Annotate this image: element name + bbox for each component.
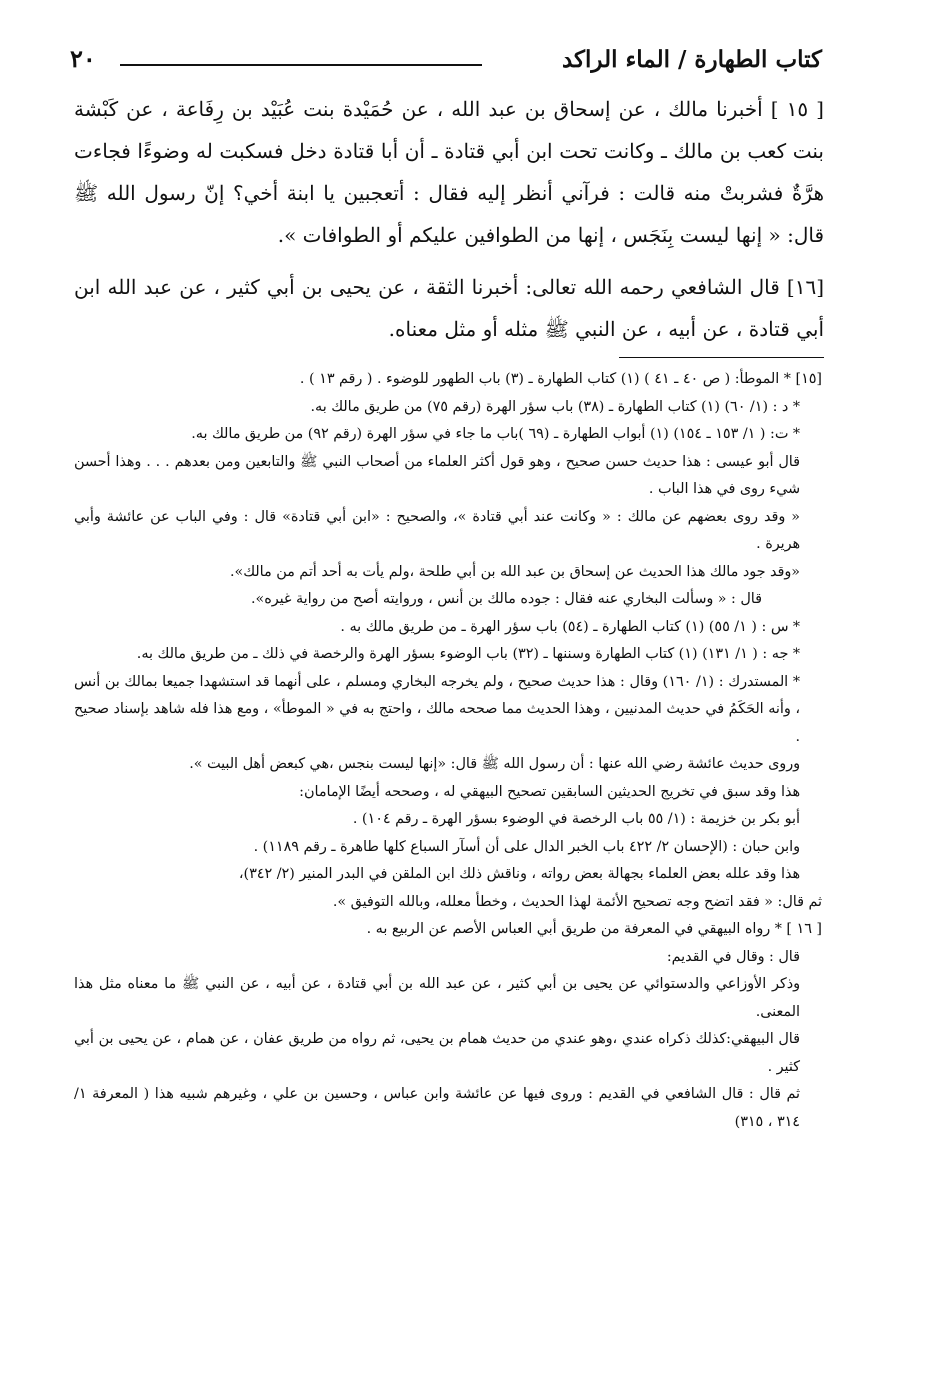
footnote-line: * جه : ( ١/ ١٣١) (١) كتاب الطهارة وسننها ـ (٣٢) باب الوضوء بسؤر الهرة والرخصة في ذلك ـ من طريق مالك به.	[136, 646, 800, 662]
footnote-line: وذكر الأوزاعي والدستوائي عن يحيى بن أبي كثير ، عن عبد الله بن أبي قتادة ، عن أبيه ، عن النبي ﷺ ما معناه مثل هذا المعنى.	[74, 976, 800, 1020]
footnote-line: أبو بكر بن خزيمة : (١/ ٥٥ باب الرخصة في الوضوء بسؤر الهرة ـ رقم ١٠٤) .	[352, 811, 800, 827]
footnote-line: [١٥] * الموطأ: ( ص ٤٠ ـ ٤١ ) (١) كتاب الطهارة ـ (٣) باب الطهور للوضوء . ( رقم ١٣ ) .	[299, 371, 822, 387]
footnote-line: * المستدرك : (١/ ١٦٠) وقال : هذا حديث صحيح ، ولم يخرجه البخاري ومسلم ، على أنهما قد استشهدا جميعا بمالك بن أنس ، وأنه الحَكَمُ في حديث المدنيين ، وهذا الحديث مما صححه مالك ، واحتج به في « الموطأ» ، ومع هذا فله شاهد بإسناد صحيح .	[74, 673, 800, 745]
footnote-line: قال أبو عيسى : هذا حديث حسن صحيح ، وهو قول أكثر العلماء من أصحاب النبي ﷺ والتابعين ومن بعدهم . . . وهذا أحسن شيء روى في هذا الباب .	[74, 453, 800, 497]
footnote-line: ثم قال: « فقد اتضح وجه تصحيح الأئمة لهذا الحديث ، وخطأ معلله، وبالله التوفيق ».	[332, 893, 822, 910]
footnote-line: [ ١٦ ] * رواه البيهقي في المعرفة من طريق أبي العباس الأصم عن الربيع به .	[366, 921, 822, 937]
footnote-line: هذا وقد علله بعض العلماء بجهالة بعض رواته ، وناقش ذلك ابن الملقن في البدر المنير (٢/ ٣٤٢)،	[238, 866, 800, 882]
running-title: كتاب الطهارة / الماء الراكد	[561, 46, 822, 73]
page-header	[70, 40, 822, 80]
footnote-line: قال البيهقي:كذلك ذكراه عندي ،وهو عندي من حديث همام بن يحيى، ثم رواه من طريق عفان ، عن همام ، عن يحيى بن أبي كثير .	[74, 1031, 800, 1075]
main-text	[74, 88, 824, 360]
footnote-line: هذا وقد سبق في تخريج الحديثين السابقين تصحيح البيهقي له ، وصححه أيضًا الإمامان:	[299, 783, 800, 800]
footnote-line: وابن حبان : (الإحسان ٢/ ٤٢٢ باب الخبر الدال على أن أسآر السباع كلها طاهرة ـ رقم ١١٨٩) .	[253, 838, 800, 855]
footnotes	[74, 366, 822, 1136]
footnote-line: «وقد جود مالك هذا الحديث عن إسحاق بن عبد الله بن أبي طلحة ،ولم يأت به أحد أتم من مالك».	[229, 563, 800, 580]
footnote-line: « وقد روى بعضهم عن مالك : « وكانت عند أبي قتادة »، والصحيح : «ابن أبي قتادة» قال : وفي الباب عن عائشة وأبي هريرة .	[74, 508, 800, 552]
footnote-line: قال : وقال في القديم:	[666, 948, 800, 965]
footnote-line: وروى حديث عائشة رضي الله عنها : أن رسول الله ﷺ قال: «إنها ليست بنجس ،هي كبعض أهل البيت ».	[189, 756, 800, 772]
hadith-15: [ ١٥ ] أخبرنا مالك ، عن إسحاق بن عبد الله ، عن حُمَيْدة بنت عُبَيْد بن رِفَاعة ، عن كَبْشة بنت كعب بن مالك ـ وكانت تحت ابن أبي قتادة ـ أن أبا قتادة دخل فسكبت له وضوءًا فجاءت هرَّةٌ فشربتْ منه قالت : فرآني أنظر إليه فقال : أتعجبين يا ابنة أخي؟ إنّ رسول الله ﷺ قال: « إنها ليست بِنَجَس ، إنها من الطوافين عليكم أو الطوافات ».	[74, 97, 824, 247]
header-rule	[120, 64, 482, 66]
page-number: ٢٠	[70, 44, 96, 73]
footnote-line: * ت: ( ١/ ١٥٣ ـ ١٥٤) (١) أبواب الطهارة ـ (٦٩ )باب ما جاء في سؤر الهرة (رقم ٩٢) من طريق مالك به.	[191, 426, 800, 442]
footnote-line: قال : « وسألت البخاري عنه فقال : جوده مالك بن أنس ، وروايته أصح من رواية غيره».	[250, 591, 762, 607]
hadith-16: [١٦] قال الشافعي رحمه الله تعالى: أخبرنا الثقة ، عن يحيى بن أبي كثير ، عن عبد الله ابن أبي قتادة ، عن أبيه ، عن النبي ﷺ مثله أو مثل معناه.	[74, 275, 824, 341]
footnote-separator	[619, 357, 824, 358]
footnote-line: ثم قال : قال الشافعي في القديم : وروى فيها عن عائشة وابن عباس ، وحسين بن علي ، وغيرهم شبيه هذا ( المعرفة ١/ ٣١٤ ، ٣١٥)	[74, 1086, 800, 1130]
footnote-line: * س : ( ١/ ٥٥) (١) كتاب الطهارة ـ (٥٤) باب سؤر الهرة ـ من طريق مالك به .	[340, 618, 800, 635]
footnote-line: * د : (١/ ٦٠) (١) كتاب الطهارة ـ (٣٨) باب سؤر الهرة (رقم ٧٥) من طريق مالك به.	[310, 398, 800, 415]
